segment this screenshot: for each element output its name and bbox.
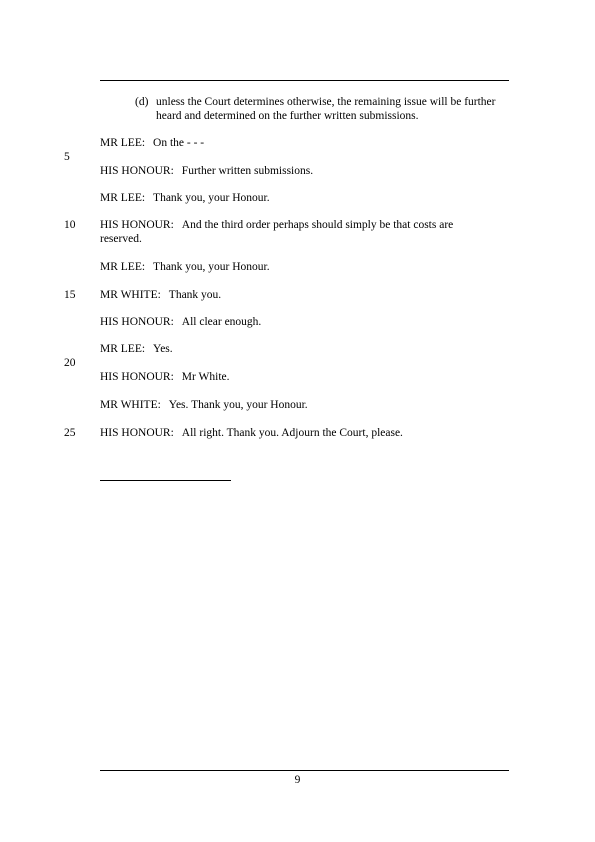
exchange-row (100, 370, 509, 384)
speaker-name: HIS HONOUR: (100, 316, 174, 328)
page-number: 9 (294, 774, 301, 786)
exchange-row (100, 164, 509, 178)
speaker-name: MR WHITE: (100, 289, 161, 301)
speaker-name: MR LEE: (100, 261, 146, 273)
speech-text: Mr White. (181, 371, 230, 383)
order-item-label: (d) (135, 96, 149, 108)
speech-text: And the third order perhaps should simply be that costs are reserved. (100, 219, 454, 245)
footer-rule (100, 770, 509, 771)
speaker-name: HIS HONOUR: (100, 165, 174, 177)
exchange-row (100, 136, 509, 150)
speech-text: Further written submissions. (181, 165, 314, 177)
speaker-name: MR LEE: (100, 192, 146, 204)
exchange-row (100, 260, 509, 274)
end-of-transcript-rule (100, 480, 231, 481)
speaker-name: MR LEE: (100, 343, 146, 355)
speaker-name: HIS HONOUR: (100, 219, 174, 231)
exchange-row (100, 315, 509, 329)
exchange-row (100, 426, 509, 440)
line-number: 15 (64, 289, 76, 301)
exchange-row (100, 398, 509, 412)
speaker-name: HIS HONOUR: (100, 371, 174, 383)
speaker-name: MR WHITE: (100, 399, 161, 411)
speaker-name: HIS HONOUR: (100, 427, 174, 439)
line-number: 20 (64, 357, 76, 369)
speech-text: On the - - - (153, 137, 205, 149)
speech-text: Thank you, your Honour. (153, 261, 270, 273)
speaker-name: MR LEE: (100, 137, 146, 149)
line-number: 5 (64, 151, 70, 163)
speech-text: Yes. Thank you, your Honour. (168, 399, 308, 411)
order-item-d (135, 95, 515, 123)
line-number: 25 (64, 427, 76, 439)
speech-text: All right. Thank you. Adjourn the Court, please. (181, 427, 403, 439)
order-item-text: unless the Court determines otherwise, the remaining issue will be further heard and determined on the further written submissions. (156, 96, 496, 122)
speech-text: Thank you, your Honour. (153, 192, 270, 204)
exchange-row (100, 342, 509, 356)
speech-text: All clear enough. (181, 316, 262, 328)
exchange-row (100, 218, 480, 246)
header-rule (100, 80, 509, 81)
line-number: 10 (64, 219, 76, 231)
speech-text: Thank you. (168, 289, 222, 301)
exchange-row (100, 288, 509, 302)
exchange-row (100, 191, 509, 205)
speech-text: Yes. (153, 343, 173, 355)
